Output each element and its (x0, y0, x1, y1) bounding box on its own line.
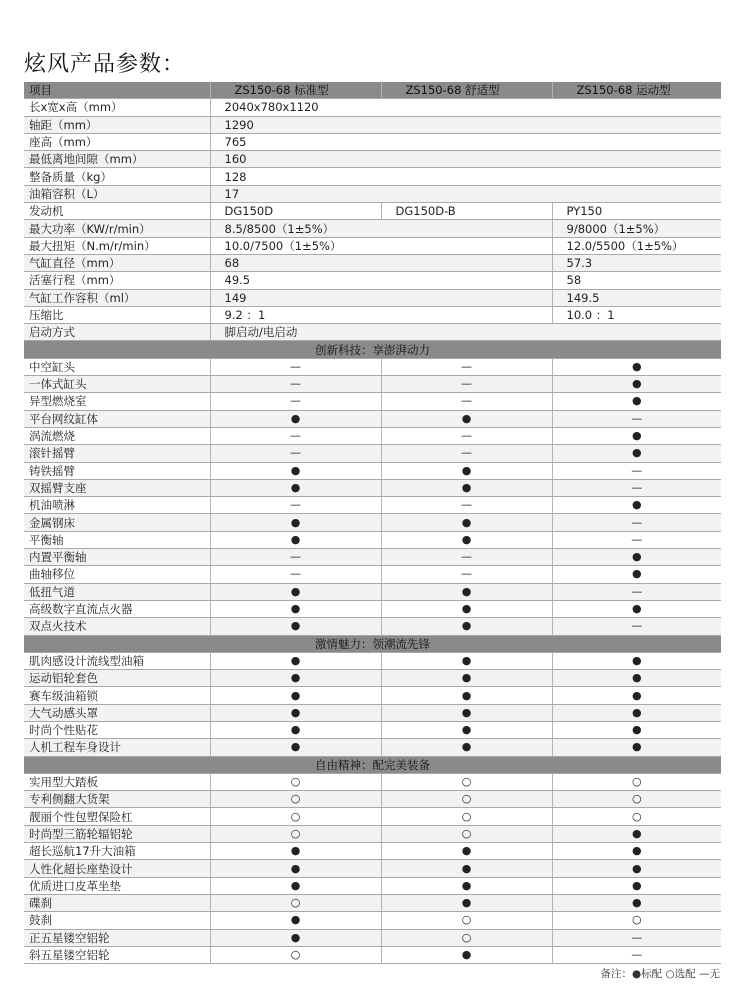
table-row (24, 825, 721, 842)
feature-mark: ○ (552, 808, 721, 825)
header-item: 项目 (24, 82, 210, 99)
row-value: PY150 (552, 203, 721, 220)
feature-mark: ○ (210, 946, 381, 963)
row-label: 平衡轴 (24, 531, 210, 548)
header-model-sport: ZS150-68 运动型 (552, 82, 721, 99)
feature-mark: ● (552, 825, 721, 842)
feature-mark: ● (381, 670, 552, 687)
row-value: 49.5 (210, 272, 552, 289)
row-label: 中空缸头 (24, 358, 210, 375)
feature-mark: — (381, 445, 552, 462)
feature-mark: ● (552, 704, 721, 721)
row-label: 高级数字直流点火器 (24, 600, 210, 617)
feature-mark: ● (210, 687, 381, 704)
row-label: 碟刹 (24, 894, 210, 911)
feature-mark: ○ (210, 773, 381, 790)
feature-mark: ● (381, 860, 552, 877)
table-row (24, 99, 721, 116)
table-header-row (24, 82, 721, 99)
feature-mark: — (210, 393, 381, 410)
feature-mark: ● (381, 877, 552, 894)
feature-mark: ● (381, 946, 552, 963)
row-value: 10.0 ：1 (552, 306, 721, 323)
feature-mark: ● (381, 652, 552, 669)
table-row (24, 514, 721, 531)
row-label: 鼓刹 (24, 912, 210, 929)
row-value: 160 (210, 151, 721, 168)
table-row (24, 600, 721, 617)
feature-mark: ● (210, 583, 381, 600)
table-row (24, 912, 721, 929)
table-row (24, 670, 721, 687)
feature-mark: ● (381, 410, 552, 427)
row-value: 10.0/7500（1±5%） (210, 237, 552, 254)
feature-mark: ● (381, 479, 552, 496)
feature-mark: — (552, 410, 721, 427)
table-row (24, 704, 721, 721)
section-header (24, 756, 721, 773)
section-header (24, 341, 721, 358)
table-row (24, 808, 721, 825)
table-row (24, 185, 721, 202)
feature-mark: ● (210, 531, 381, 548)
table-row (24, 531, 721, 548)
feature-mark: — (552, 583, 721, 600)
feature-mark: ● (552, 894, 721, 911)
row-label: 油箱容积（L） (24, 185, 210, 202)
feature-mark: — (210, 566, 381, 583)
feature-mark: — (381, 549, 552, 566)
feature-mark: ● (210, 600, 381, 617)
row-label: 优质进口皮革坐垫 (24, 877, 210, 894)
feature-mark: ● (552, 739, 721, 756)
feature-mark: ● (552, 652, 721, 669)
row-label: 气缸直径（mm） (24, 254, 210, 271)
section-header (24, 635, 721, 652)
row-label: 启动方式 (24, 324, 210, 341)
row-value: 765 (210, 133, 721, 150)
table-row (24, 237, 721, 254)
row-label: 金属钢床 (24, 514, 210, 531)
header-model-standard: ZS150-68 标准型 (210, 82, 381, 99)
row-label: 铸铁摇臂 (24, 462, 210, 479)
table-row (24, 860, 721, 877)
table-row (24, 445, 721, 462)
feature-mark: ● (381, 531, 552, 548)
row-label: 肌肉感设计流线型油箱 (24, 652, 210, 669)
row-value: 58 (552, 272, 721, 289)
feature-mark: ● (210, 843, 381, 860)
table-row (24, 358, 721, 375)
table-row (24, 929, 721, 946)
feature-mark: ○ (210, 808, 381, 825)
feature-mark: — (381, 376, 552, 393)
row-label: 涡流燃烧 (24, 427, 210, 444)
row-label: 平台网纹缸体 (24, 410, 210, 427)
row-value: 149 (210, 289, 552, 306)
feature-mark: — (381, 358, 552, 375)
feature-mark: ● (552, 860, 721, 877)
table-row (24, 739, 721, 756)
section-title: 激情魅力：领潮流先锋 (24, 635, 721, 652)
table-row (24, 497, 721, 514)
feature-mark: — (210, 376, 381, 393)
table-row (24, 427, 721, 444)
row-label: 压缩比 (24, 306, 210, 323)
row-label: 最大扭矩（N.m/r/min） (24, 237, 210, 254)
feature-mark: ● (210, 704, 381, 721)
table-row (24, 721, 721, 738)
feature-mark: ● (381, 843, 552, 860)
row-label: 异型燃烧室 (24, 393, 210, 410)
feature-mark: ○ (381, 825, 552, 842)
table-row (24, 652, 721, 669)
row-label: 曲轴移位 (24, 566, 210, 583)
row-value: 9.2 ：1 (210, 306, 552, 323)
row-label: 滚针摇臂 (24, 445, 210, 462)
row-label: 超长巡航17升大油箱 (24, 843, 210, 860)
row-label: 机油喷淋 (24, 497, 210, 514)
feature-mark: ● (210, 652, 381, 669)
row-label: 斜五星镂空铝轮 (24, 946, 210, 963)
table-row (24, 687, 721, 704)
table-row (24, 479, 721, 496)
feature-mark: ○ (552, 912, 721, 929)
feature-mark: ○ (210, 791, 381, 808)
feature-mark: ● (552, 566, 721, 583)
feature-mark: — (210, 497, 381, 514)
feature-mark: — (552, 618, 721, 635)
table-row (24, 220, 721, 237)
feature-mark: ○ (210, 894, 381, 911)
feature-mark: — (210, 445, 381, 462)
feature-mark: — (552, 929, 721, 946)
feature-mark: ● (210, 877, 381, 894)
row-value: 2040x780x1120 (210, 99, 721, 116)
row-value: DG150D-B (381, 203, 552, 220)
feature-mark: ● (210, 618, 381, 635)
feature-mark: ● (381, 894, 552, 911)
feature-mark: ● (552, 600, 721, 617)
page-title: 炫风产品参数： (24, 52, 186, 77)
feature-mark: ● (552, 549, 721, 566)
row-label: 时尚个性贴花 (24, 721, 210, 738)
feature-mark: ● (552, 393, 721, 410)
table-row (24, 168, 721, 185)
row-value: 149.5 (552, 289, 721, 306)
table-row (24, 773, 721, 790)
spec-table (24, 82, 721, 964)
feature-mark: — (552, 514, 721, 531)
feature-mark: ● (552, 843, 721, 860)
row-value: 17 (210, 185, 721, 202)
feature-mark: — (552, 946, 721, 963)
feature-mark: ● (381, 618, 552, 635)
feature-mark: ● (552, 687, 721, 704)
row-label: 座高（mm） (24, 133, 210, 150)
table-row (24, 583, 721, 600)
feature-mark: ○ (381, 912, 552, 929)
row-label: 一体式缸头 (24, 376, 210, 393)
table-row (24, 203, 721, 220)
feature-mark: — (381, 497, 552, 514)
table-row (24, 393, 721, 410)
row-label: 大气动感头罩 (24, 704, 210, 721)
feature-mark: — (552, 462, 721, 479)
feature-mark: ● (210, 721, 381, 738)
feature-mark: ● (210, 912, 381, 929)
feature-mark: ● (552, 721, 721, 738)
feature-mark: ● (552, 497, 721, 514)
table-row (24, 376, 721, 393)
feature-mark: ○ (552, 791, 721, 808)
feature-mark: ● (552, 376, 721, 393)
feature-mark: ● (381, 687, 552, 704)
row-value: 9/8000（1±5%） (552, 220, 721, 237)
feature-mark: ● (210, 514, 381, 531)
feature-mark: ● (210, 670, 381, 687)
row-label: 运动铝轮套色 (24, 670, 210, 687)
feature-mark: ● (381, 600, 552, 617)
row-label: 双点火技术 (24, 618, 210, 635)
feature-mark: ○ (552, 773, 721, 790)
feature-mark: — (210, 427, 381, 444)
feature-mark: ● (552, 358, 721, 375)
section-title: 创新科技：享澎湃动力 (24, 341, 721, 358)
row-label: 双摇臂支座 (24, 479, 210, 496)
row-value: 脚启动/电启动 (210, 324, 721, 341)
row-value: 57.3 (552, 254, 721, 271)
row-label: 靓丽个性包塑保险杠 (24, 808, 210, 825)
row-label: 整备质量（kg） (24, 168, 210, 185)
table-row (24, 618, 721, 635)
row-label: 赛车级油箱锁 (24, 687, 210, 704)
row-value: 1290 (210, 116, 721, 133)
table-row (24, 133, 721, 150)
feature-mark: ● (381, 704, 552, 721)
table-row (24, 151, 721, 168)
row-label: 内置平衡轴 (24, 549, 210, 566)
row-label: 实用型大踏板 (24, 773, 210, 790)
row-value: 12.0/5500（1±5%） (552, 237, 721, 254)
feature-mark: ● (552, 445, 721, 462)
feature-mark: — (210, 549, 381, 566)
feature-mark: — (381, 427, 552, 444)
feature-mark: — (210, 358, 381, 375)
feature-mark: — (552, 479, 721, 496)
row-value: 68 (210, 254, 552, 271)
row-label: 专利侧翻大货架 (24, 791, 210, 808)
row-value: DG150D (210, 203, 381, 220)
row-label: 轴距（mm） (24, 116, 210, 133)
feature-mark: ○ (381, 808, 552, 825)
row-value: 8.5/8500（1±5%） (210, 220, 552, 237)
table-row (24, 324, 721, 341)
feature-mark: ○ (381, 773, 552, 790)
feature-mark: ● (210, 929, 381, 946)
feature-mark: ● (381, 462, 552, 479)
feature-mark: — (381, 393, 552, 410)
feature-mark: ● (210, 739, 381, 756)
table-row (24, 549, 721, 566)
feature-mark: ● (552, 670, 721, 687)
feature-mark: ● (381, 721, 552, 738)
feature-mark: ● (210, 860, 381, 877)
row-label: 时尚型三筋轮辐铝轮 (24, 825, 210, 842)
feature-mark: — (552, 531, 721, 548)
feature-mark: ● (552, 877, 721, 894)
table-row (24, 843, 721, 860)
row-value: 128 (210, 168, 721, 185)
feature-mark: ● (210, 410, 381, 427)
row-label: 最低离地间隙（mm） (24, 151, 210, 168)
table-row (24, 289, 721, 306)
feature-mark: ● (210, 462, 381, 479)
row-label: 长x宽x高（mm） (24, 99, 210, 116)
table-row (24, 254, 721, 271)
feature-mark: ○ (381, 929, 552, 946)
table-row (24, 877, 721, 894)
table-row (24, 116, 721, 133)
row-label: 最大功率（KW/r/min） (24, 220, 210, 237)
table-row (24, 791, 721, 808)
table-row (24, 894, 721, 911)
row-label: 人机工程车身设计 (24, 739, 210, 756)
table-row (24, 306, 721, 323)
table-row (24, 462, 721, 479)
feature-mark: ● (381, 583, 552, 600)
header-model-comfort: ZS150-68 舒适型 (381, 82, 552, 99)
legend-note: 备注：●标配 ○选配 —无 (600, 968, 720, 980)
feature-mark: ● (381, 739, 552, 756)
feature-mark: ● (381, 514, 552, 531)
feature-mark: ○ (210, 825, 381, 842)
row-label: 活塞行程（mm） (24, 272, 210, 289)
feature-mark: ● (210, 479, 381, 496)
table-row (24, 946, 721, 963)
row-label: 正五星镂空铝轮 (24, 929, 210, 946)
feature-mark: — (381, 566, 552, 583)
table-row (24, 410, 721, 427)
row-label: 人性化超长座垫设计 (24, 860, 210, 877)
table-row (24, 272, 721, 289)
table-row (24, 566, 721, 583)
section-title: 自由精神：配完美装备 (24, 756, 721, 773)
feature-mark: ○ (381, 791, 552, 808)
row-label: 气缸工作容积（ml） (24, 289, 210, 306)
row-label: 发动机 (24, 203, 210, 220)
row-label: 低扭气道 (24, 583, 210, 600)
feature-mark: ● (552, 427, 721, 444)
